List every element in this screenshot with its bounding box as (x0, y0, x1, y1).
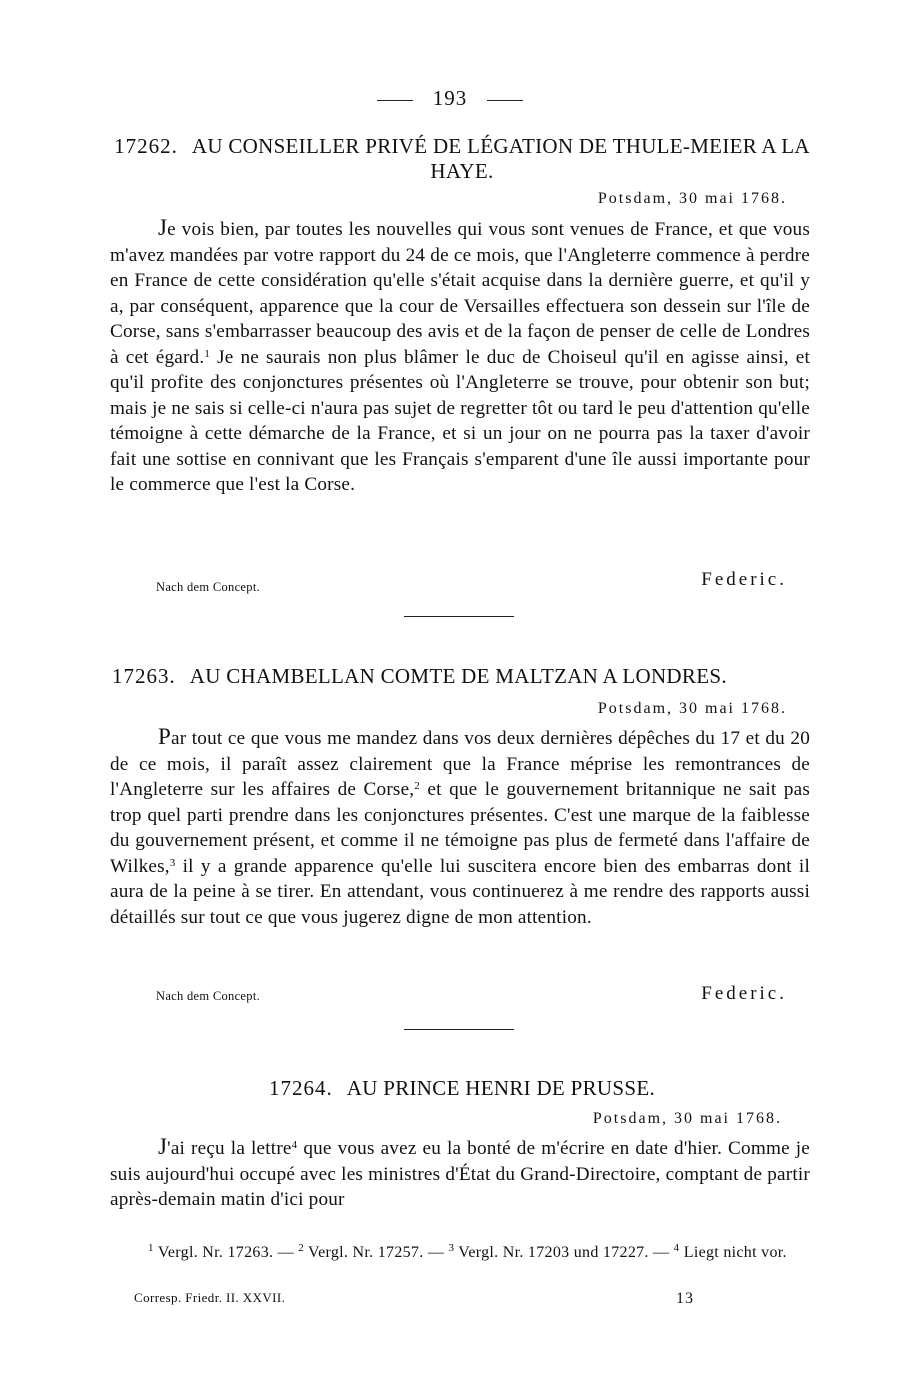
drop-letter: J (158, 1134, 168, 1159)
page-number-dash-right (487, 100, 523, 101)
footer-signature-mark: 13 (676, 1290, 694, 1307)
section-divider (404, 1029, 514, 1030)
footnote-4: Liegt nicht vor. (683, 1244, 787, 1261)
body-text-cont: Je ne saurais non plus blâmer le duc de Choiseul qu'il en agisse ainsi, et qu'il profite des conjonctures présentes où l'Angleterre se trouve, pour obtenir son but; mais je ne sais si celle-ci n'aura pas sujet de regretter tôt ou tard le peu d'attention qu'elle témoigne à cette démarche de la France, et si un jour on ne pourra pas la taxer d'avoir fait une sottise en connivant que les Français s'emparent d'une île aussi importante pour le commerce que l'est la Corse. (110, 346, 811, 495)
footnote-2: Vergl. Nr. 17257. — (308, 1244, 445, 1261)
footnote-3: Vergl. Nr. 17203 und 17227. — (458, 1244, 670, 1261)
signature-17263: Federic. (701, 983, 787, 1004)
body-text: ar tout ce que vous me mandez dans vos deux dernières dépêches du 17 et du 20 de ce mois, il paraît assez clairement que la France méprise les remontrances de l'Angleterre sur les affaires de Corse, (110, 728, 810, 800)
letter-title: AU CHAMBELLAN COMTE DE MALTZAN A LONDRES. (189, 664, 727, 688)
letter-body-17264 (110, 1134, 810, 1213)
page-number-line (0, 86, 900, 111)
dateline-17264: Potsdam, 30 mai 1768. (592, 1110, 782, 1127)
page-number-dash-left (377, 100, 413, 101)
letter-heading-17262 (112, 134, 812, 184)
footnote-mark: 2 (298, 1242, 305, 1254)
letter-title: AU CONSEILLER PRIVÉ DE LÉGATION DE THULE-MEIER A LA HAYE. (191, 134, 810, 183)
body-text-cont: et que le gouvernement britannique ne sait pas trop quel parti prendre dans les conjonctures présentes. C'est une marque de la faiblesse du gouvernement présent, et comme il ne témoigne pas plus de fermeté dans l'affaire de Wilkes, (110, 779, 810, 877)
footnote-mark: 3 (448, 1242, 455, 1254)
footer-volume-title: Corresp. Friedr. II. XXVII. (134, 1290, 286, 1305)
letter-body-17262 (110, 215, 810, 498)
drop-letter: P (158, 724, 171, 749)
footnote-ref: 4 (291, 1139, 298, 1151)
footnote-ref: 1 (204, 347, 211, 360)
section-divider (404, 616, 514, 617)
letter-heading-17264 (112, 1076, 812, 1101)
letter-number: 17262. (114, 134, 178, 158)
letter-heading-17263 (112, 664, 812, 689)
signature-17262: Federic. (701, 569, 787, 590)
footnote-mark: 1 (148, 1242, 154, 1254)
dateline-17262: Potsdam, 30 mai 1768. (597, 190, 787, 207)
footnote-ref: 2 (414, 780, 420, 792)
letter-body-17263 (110, 724, 810, 930)
letter-title: AU PRINCE HENRI DE PRUSSE. (346, 1076, 655, 1100)
source-note-17262: Nach dem Concept. (156, 580, 261, 594)
drop-letter: J (158, 215, 168, 240)
source-note-17263: Nach dem Concept. (156, 989, 261, 1003)
footnote-mark: 4 (673, 1242, 680, 1254)
letter-number: 17263. (112, 664, 176, 688)
letter-number: 17264. (269, 1076, 333, 1100)
body-text: e vois bien, par toutes les nouvelles qui vous sont venues de France, et que vous m'avez mandées par votre rapport du 24 de ce mois, que l'Angleterre commence à perdre en France de cette considération qu'elle s'était acquise dans la dernière guerre, et qu'il y a, par conséquent, apparence que la cour de Versailles effectuera son dessein sur l'île de Corse, sans s'embarrasser beaucoup des avis et de la façon de penser de celle de Londres à cet égard. (110, 219, 810, 368)
footnote-ref: 3 (169, 856, 176, 869)
body-text: 'ai reçu la lettre (167, 1138, 292, 1159)
dateline-17263: Potsdam, 30 mai 1768. (597, 700, 787, 717)
footnotes (110, 1242, 810, 1263)
page-number: 193 (432, 86, 468, 110)
body-text-cont: que vous avez eu la bonté de m'écrire en date d'hier. Comme je suis aujourd'hui occupé avec les ministres d'État du Grand-Directoire, comptant de partir après-demain matin d'ici pour (110, 1138, 810, 1210)
footnote-1: Vergl. Nr. 17263. — (157, 1244, 294, 1261)
body-text-cont2: il y a grande apparence qu'elle lui suscitera encore bien des embarras dont il aura de la peine à se tirer. En attendant, vous continuerez à me rendre des rapports aussi détaillés sur tout ce que vous jugerez digne de mon attention. (110, 855, 810, 928)
